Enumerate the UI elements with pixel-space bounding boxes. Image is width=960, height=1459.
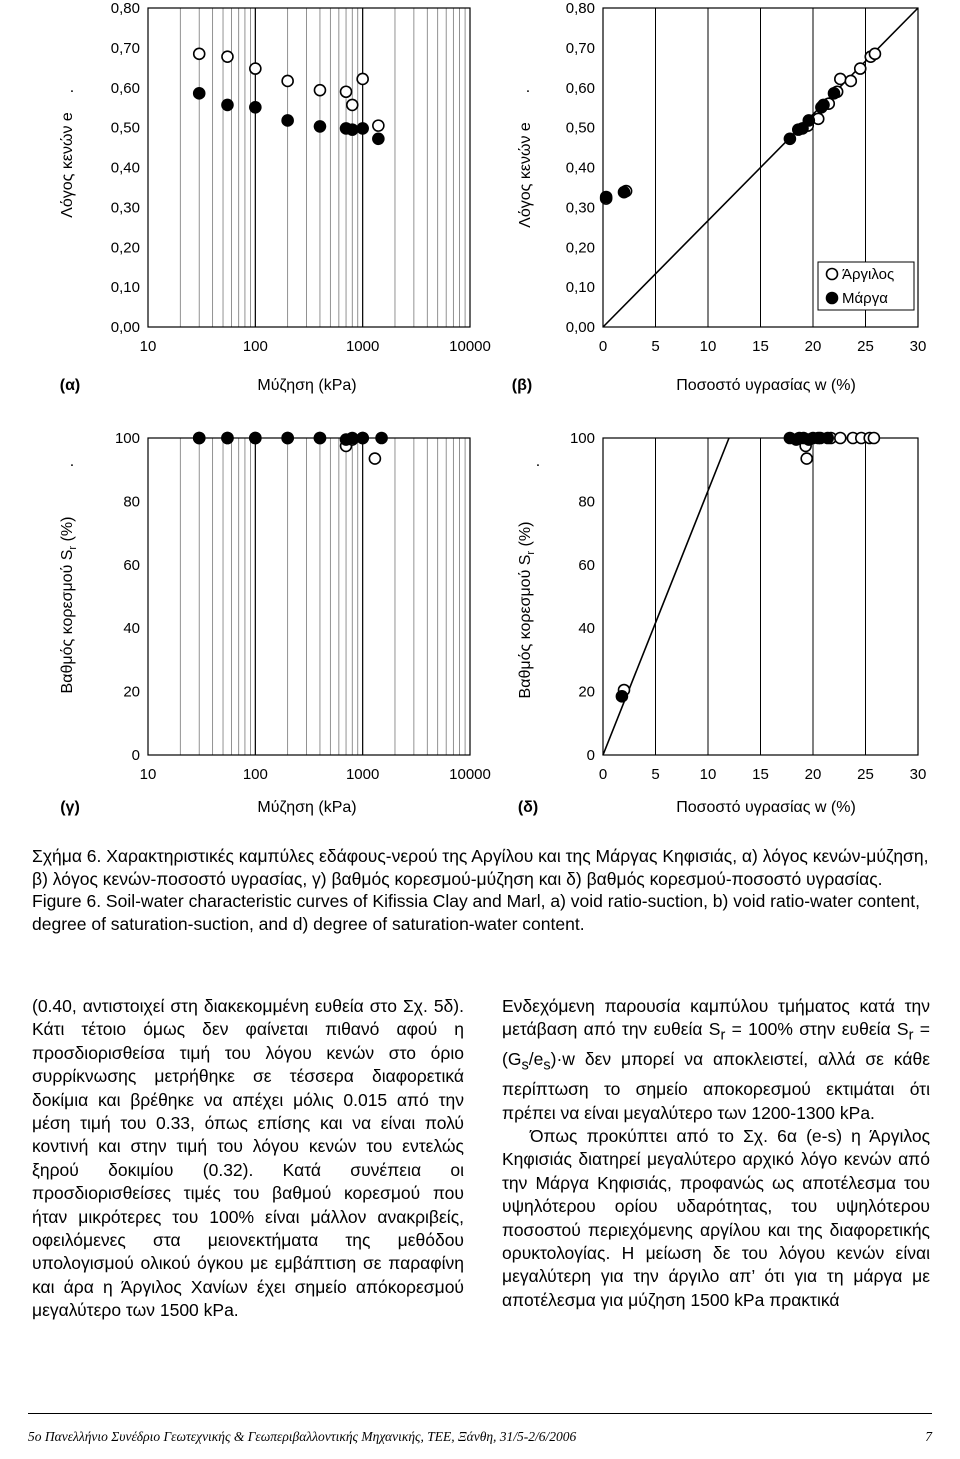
data-point-clay xyxy=(845,75,856,86)
chart-saturation-vs-suction xyxy=(59,430,491,816)
y-axis-ticks xyxy=(111,0,140,336)
chart-saturation-vs-water-content xyxy=(517,430,926,816)
y-tick-label: 20 xyxy=(578,683,595,701)
y-axis-dot: . xyxy=(535,453,541,470)
data-points xyxy=(601,48,881,204)
paragraph-2: Όπως προκύπτει από το Σχ. 6α (e-s) η Άργιλος Κηφισιάς διατηρεί μεγαλύτερο αρχικό λόγο κενών από την Μάργα Κηφισιάς, προφανώς ως αποτέλεσμα του υψηλότερου ορίου υδαρότητας, του υψηλότερου ποσοστού περιεχόμενης αργίλου και της διαφορετικής ορυκτολογίας. Η μείωση δε του λόγου κενών είναι μεγαλύτερη για την άργιλο απ’ ότι για τη μάργα με αποτέλεσμα για μύζηση 1500 kPa πρακτικά xyxy=(502,1126,930,1310)
body-column-left xyxy=(32,995,464,1323)
data-point-marl xyxy=(250,102,261,113)
data-point-clay xyxy=(855,63,866,74)
y-tick-label: 0 xyxy=(586,747,595,764)
y-tick-label: 0,80 xyxy=(110,0,140,17)
data-point-marl xyxy=(373,133,384,144)
y-tick-label: 0,50 xyxy=(565,119,595,137)
x-tick-label: 25 xyxy=(857,338,874,355)
chart-grid xyxy=(603,438,918,755)
y-tick-label: 0,10 xyxy=(565,279,595,297)
data-point-marl xyxy=(282,115,293,126)
data-point-clay xyxy=(347,99,358,110)
data-point-clay xyxy=(869,48,880,59)
y-tick-label: 60 xyxy=(578,556,595,574)
data-point-marl xyxy=(818,99,829,110)
x-tick-label: 1000 xyxy=(345,766,380,783)
x-tick-label: 1000 xyxy=(345,338,380,355)
x-axis-ticks xyxy=(599,766,927,783)
y-tick-label: 100 xyxy=(114,430,140,447)
y-axis-dot: . xyxy=(69,453,75,470)
x-tick-label: 5 xyxy=(651,766,660,783)
data-point-marl xyxy=(376,433,387,444)
data-points xyxy=(194,48,384,144)
data-point-clay xyxy=(801,453,812,464)
data-point-marl xyxy=(282,433,293,444)
y-axis-ticks xyxy=(566,0,595,336)
x-tick-label: 10 xyxy=(139,766,157,783)
x-tick-label: 30 xyxy=(909,338,927,355)
y-tick-label: 0,20 xyxy=(110,239,140,257)
y-axis-label xyxy=(517,522,537,699)
data-point-marl xyxy=(314,433,325,444)
text-run: = (G xyxy=(502,1019,930,1070)
x-axis-ticks xyxy=(599,338,927,355)
x-tick-label: 20 xyxy=(804,338,822,355)
y-axis-dot: . xyxy=(69,79,75,96)
y-tick-label: 0,60 xyxy=(565,79,595,97)
legend-marker-marl xyxy=(827,293,838,304)
caption-greek: Σχήμα 6. Χαρακτηριστικές καμπύλες εδάφους-νερού της Αργίλου και της Μάργας Κηφισιάς, α) λόγος κενών-μύζηση, β) λόγος κενών-ποσοστό υγρασίας, γ) βαθμός κορεσμού-μύζηση και δ) βαθμός κορεσμού-ποσοστό υγρασίας. xyxy=(32,846,929,889)
chart-void-ratio-vs-suction xyxy=(59,0,491,394)
text-run: Ενδεχόμενη παρουσία καμπύλου τμήματος κατά την μετάβαση από την ευθεία S xyxy=(502,996,930,1040)
subscript-s: s xyxy=(543,1057,551,1074)
x-tick-label: 10000 xyxy=(449,766,491,783)
x-tick-label: 100 xyxy=(242,766,268,783)
y-tick-label: 40 xyxy=(123,620,140,638)
y-tick-label: 0,00 xyxy=(110,319,140,336)
y-axis-label: Λόγος κενών e xyxy=(517,122,534,228)
data-point-marl xyxy=(619,187,630,198)
panel-label-c: (γ) xyxy=(60,799,80,816)
data-point-clay xyxy=(835,433,846,444)
conference-name: 5ο Πανελλήνιο Συνέδριο Γεωτεχνικής & Γεωπεριβαλλοντικής Μηχανικής, ΤΕΕ, Ξάνθη, 31/5-2/6/2006 xyxy=(28,1429,577,1444)
data-point-clay xyxy=(835,73,846,84)
y-tick-label: 0,00 xyxy=(565,319,595,336)
data-point-clay xyxy=(282,75,293,86)
x-tick-label: 15 xyxy=(752,338,769,355)
data-point-marl xyxy=(194,433,205,444)
x-tick-label: 15 xyxy=(752,766,769,783)
paragraph-1 xyxy=(502,995,930,1125)
y-tick-label: 0,30 xyxy=(110,199,140,217)
x-tick-label: 5 xyxy=(651,338,660,355)
y-axis-label-text: Βαθμός κορεσμού S xyxy=(517,554,534,699)
y-tick-label: 80 xyxy=(123,493,140,511)
y-tick-label: 0,70 xyxy=(565,39,595,57)
x-tick-label: 30 xyxy=(909,766,927,783)
y-axis-dot: . xyxy=(525,79,531,96)
data-point-marl xyxy=(357,123,368,134)
y-axis-label: Λόγος κενών e xyxy=(59,112,76,218)
data-point-marl xyxy=(222,433,233,444)
data-point-marl xyxy=(803,115,814,126)
text-run: )·w δεν μπορεί να αποκλειστεί, αλλά σε κάθε περίπτωση το σημείο αποκορεσμού εκτιμάται ότι πρέπει να είναι μεγαλύτερο των 1200-1300 kPa. xyxy=(502,1049,930,1123)
panel-label-d: (δ) xyxy=(517,799,539,816)
y-tick-label: 0,40 xyxy=(565,159,595,177)
data-point-marl xyxy=(347,433,358,444)
y-tick-label: 0 xyxy=(131,747,140,764)
data-point-marl xyxy=(829,88,840,99)
text-run: = 100% στην ευθεία S xyxy=(725,1019,909,1040)
reference-line-segment xyxy=(603,438,729,755)
y-tick-label: 0,30 xyxy=(565,199,595,217)
data-point-marl xyxy=(784,133,795,144)
y-tick-label: 40 xyxy=(578,620,595,638)
data-point-clay xyxy=(868,433,879,444)
data-point-clay xyxy=(369,453,380,464)
y-axis-label-unit: (%) xyxy=(59,516,76,546)
legend xyxy=(818,262,914,310)
x-axis-label: Μύζηση (kPa) xyxy=(257,799,357,816)
data-point-marl xyxy=(347,124,358,135)
y-tick-label: 0,60 xyxy=(110,79,140,97)
x-axis-label: Μύζηση (kPa) xyxy=(257,377,357,394)
page-number: 7 xyxy=(925,1429,932,1444)
subscript-r: r xyxy=(720,1027,726,1044)
x-axis-label: Ποσοστό υγρασίας w (%) xyxy=(676,799,856,816)
data-point-marl xyxy=(357,433,368,444)
plot-frame xyxy=(148,438,470,755)
y-tick-label: 20 xyxy=(123,683,140,701)
legend-label-clay: Άργιλος xyxy=(842,266,895,283)
data-point-marl xyxy=(616,691,627,702)
data-point-clay xyxy=(373,120,384,131)
page-footer xyxy=(28,1413,932,1450)
y-axis-ticks xyxy=(570,430,595,764)
subscript-s: s xyxy=(521,1057,529,1074)
text-run: /e xyxy=(528,1049,544,1070)
caption-english: Figure 6. Soil-water characteristic curves of Kifissia Clay and Marl, a) void ratio-suction, b) void ratio-water content, degree of saturation-suction, and d) degree of saturation-water content. xyxy=(32,891,920,934)
data-point-clay xyxy=(250,63,261,74)
data-point-clay xyxy=(222,51,233,62)
x-tick-label: 10 xyxy=(699,766,717,783)
y-axis-label-sub: r xyxy=(525,550,537,555)
y-tick-label: 0,80 xyxy=(565,0,595,17)
legend-label-marl: Μάργα xyxy=(842,290,888,307)
y-axis-label-sub: r xyxy=(67,545,79,550)
y-tick-label: 0,50 xyxy=(110,119,140,137)
figure-caption xyxy=(32,845,932,935)
data-point-marl xyxy=(314,121,325,132)
x-tick-label: 100 xyxy=(242,338,268,355)
data-point-marl xyxy=(222,99,233,110)
y-axis-label-text: Βαθμός κορεσμού S xyxy=(59,549,76,694)
x-axis-label: Ποσοστό υγρασίας w (%) xyxy=(676,377,856,394)
x-tick-label: 10000 xyxy=(449,338,491,355)
body-column-right xyxy=(502,995,930,1312)
data-point-marl xyxy=(601,192,612,203)
subscript-r: r xyxy=(908,1027,914,1044)
paragraph: (0.40, αντιστοιχεί στη διακεκομμένη ευθεία στο Σχ. 5δ). Κάτι τέτοιο όμως δεν φαίνεται πιθανό αφού η προσδιορισθείσα τιμή του λόγου κενών στο όριο συρρίκνωσης μετρήθηκε σε τέσσερα διαφορετικά δοκίμια και βρέθηκε να απέχει μόλις 0.015 από την μέση τιμή του 0.33, όπως επίσης και να είναι πολύ κοντινή και στην τιμή του λόγου κενών του εντελώς ξηρού δοκιμίου (0.32). Κατά συνέπεια οι προσδιορισθείσες τιμές του βαθμού κορεσμού που ήταν μικρότερες του 100% είναι μάλλον ανακριβείς, οφειλόμενες στα μειονεκτήματα της μεθόδου υπολογισμού ολικού όγκου με εμβάπτιση σε παραφίνη και άρα η Άργιλος Χανίων έχει σημείο απόκορεσμού μεγαλύτερο των 1500 kPa. xyxy=(32,996,464,1321)
x-tick-label: 0 xyxy=(598,766,608,783)
data-point-clay xyxy=(357,73,368,84)
y-tick-label: 80 xyxy=(578,493,595,511)
y-tick-label: 0,20 xyxy=(565,239,595,257)
y-axis-ticks xyxy=(115,430,140,764)
chart-grid xyxy=(148,438,470,755)
x-tick-label: 20 xyxy=(804,766,822,783)
x-tick-label: 10 xyxy=(699,338,717,355)
x-tick-label: 25 xyxy=(857,766,874,783)
data-point-marl xyxy=(250,433,261,444)
y-axis-label xyxy=(59,517,79,694)
data-point-clay xyxy=(194,48,205,59)
panel-label-a: (α) xyxy=(59,377,81,394)
y-tick-label: 0,10 xyxy=(110,279,140,297)
y-tick-label: 100 xyxy=(569,430,595,447)
y-tick-label: 60 xyxy=(123,556,140,574)
x-axis-ticks xyxy=(140,766,491,783)
x-axis-ticks xyxy=(140,338,491,355)
data-point-marl xyxy=(194,88,205,99)
data-point-clay xyxy=(314,85,325,96)
y-axis-label-unit: (%) xyxy=(517,521,534,551)
reference-line xyxy=(603,438,729,755)
y-tick-label: 0,40 xyxy=(110,159,140,177)
chart-void-ratio-vs-water-content xyxy=(512,0,927,394)
data-point-clay xyxy=(341,86,352,97)
panel-label-b: (β) xyxy=(511,377,533,394)
data-point-marl xyxy=(822,433,833,444)
x-tick-label: 10 xyxy=(139,338,157,355)
legend-marker-clay xyxy=(827,269,838,280)
x-tick-label: 0 xyxy=(598,338,608,355)
y-tick-label: 0,70 xyxy=(110,39,140,57)
